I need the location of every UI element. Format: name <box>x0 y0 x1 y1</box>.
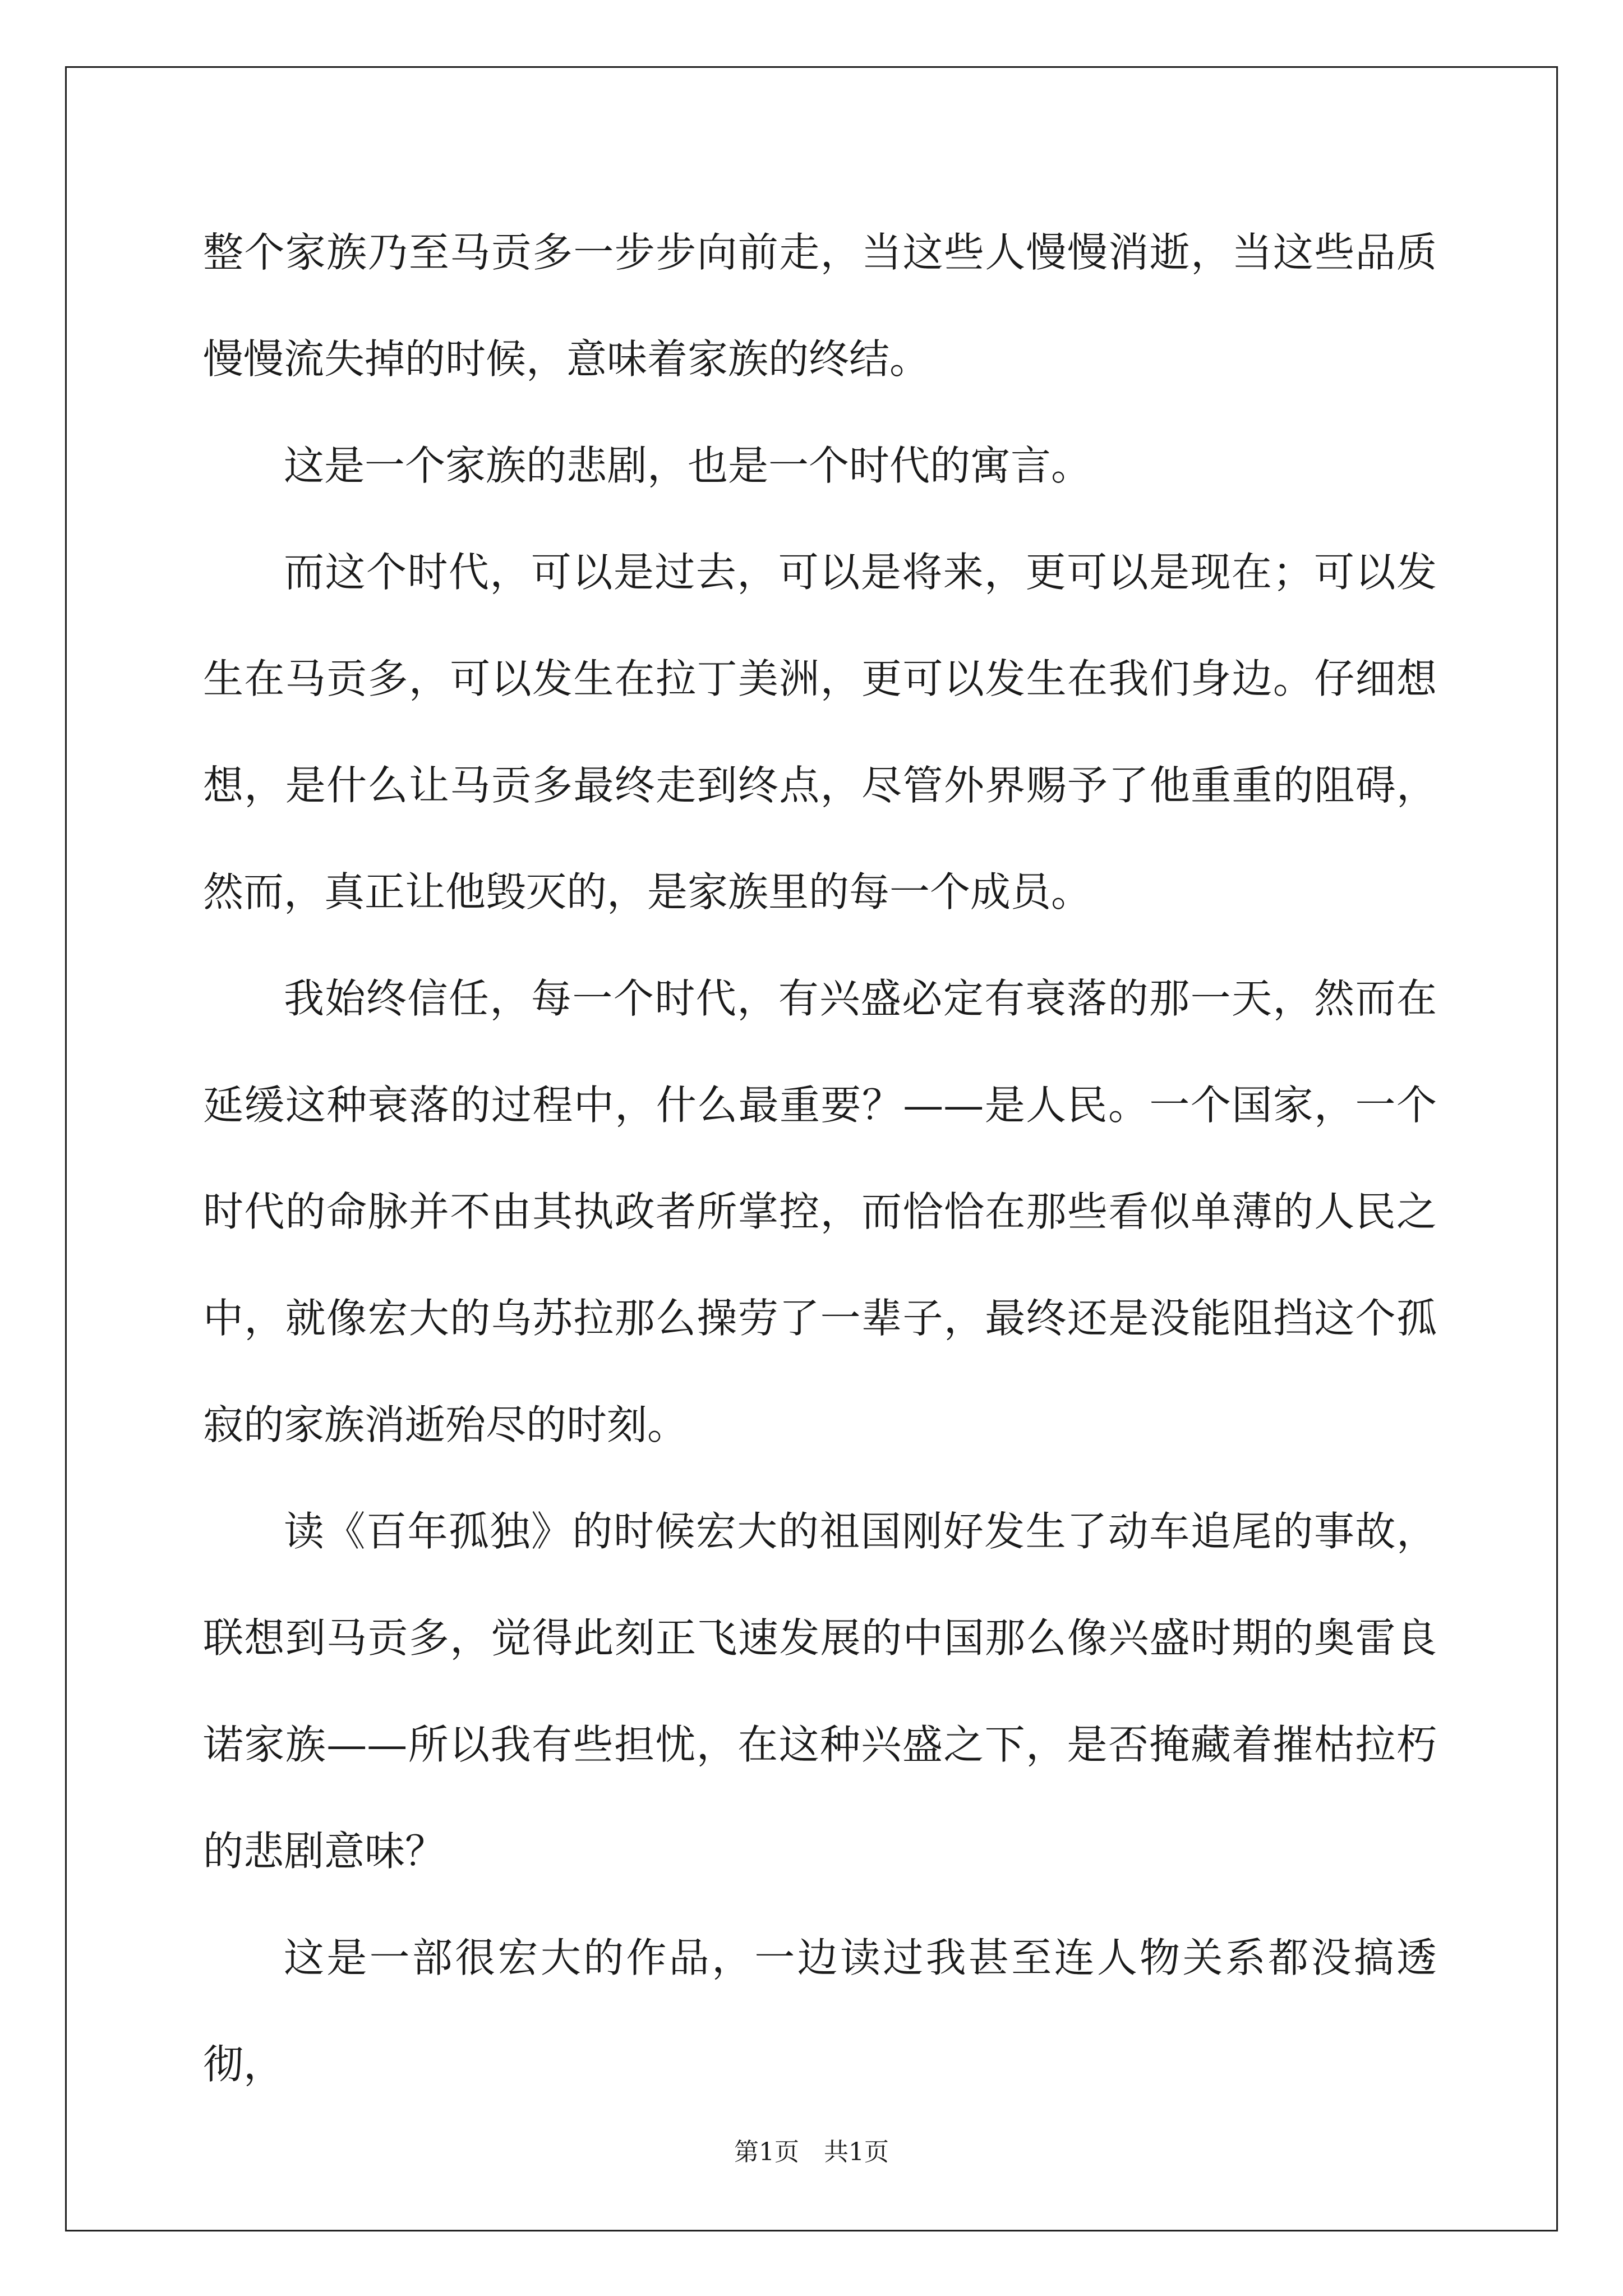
paragraph-2: 这是一个家族的悲剧，也是一个时代的寓言。 <box>284 442 1092 489</box>
document-body <box>203 199 1437 2118</box>
page-total: 共1页 <box>824 2138 889 2166</box>
page-number: 第1页 <box>734 2138 799 2166</box>
paragraph-1: 整个家族乃至马贡多一步步向前走，当这些人慢慢消逝，当这些品质慢慢流失掉的时候，意味着家族的终结。 <box>203 229 1437 383</box>
page-footer <box>0 2132 1623 2168</box>
paragraph-4: 我始终信任，每一个时代，有兴盛必定有衰落的那一天，然而在延缓这种衰落的过程中，什么最重要？——是人民。一个国家，一个时代的命脉并不由其执政者所掌控，而恰恰在那些看似单薄的人民之中，就像宏大的乌苏拉那么操劳了一辈子，最终还是没能阻挡这个孤寂的家族消逝殆尽的时刻。 <box>203 975 1437 1448</box>
paragraph-3: 而这个时代，可以是过去，可以是将来，更可以是现在；可以发生在马贡多，可以发生在拉丁美洲，更可以发生在我们身边。仔细想想，是什么让马贡多最终走到终点，尽管外界赐予了他重重的阻碍，然而，真正让他毁灭的，是家族里的每一个成员。 <box>203 549 1437 915</box>
paragraph-6: 这是一部很宏大的作品，一边读过我甚至连人物关系都没搞透彻， <box>203 1934 1437 2088</box>
paragraph-5: 读《百年孤独》的时候宏大的祖国刚好发生了动车追尾的事故，联想到马贡多，觉得此刻正飞速发展的中国那么像兴盛时期的奥雷良诺家族——所以我有些担忧，在这种兴盛之下，是否掩藏着摧枯拉朽的悲剧意味？ <box>203 1508 1437 1875</box>
